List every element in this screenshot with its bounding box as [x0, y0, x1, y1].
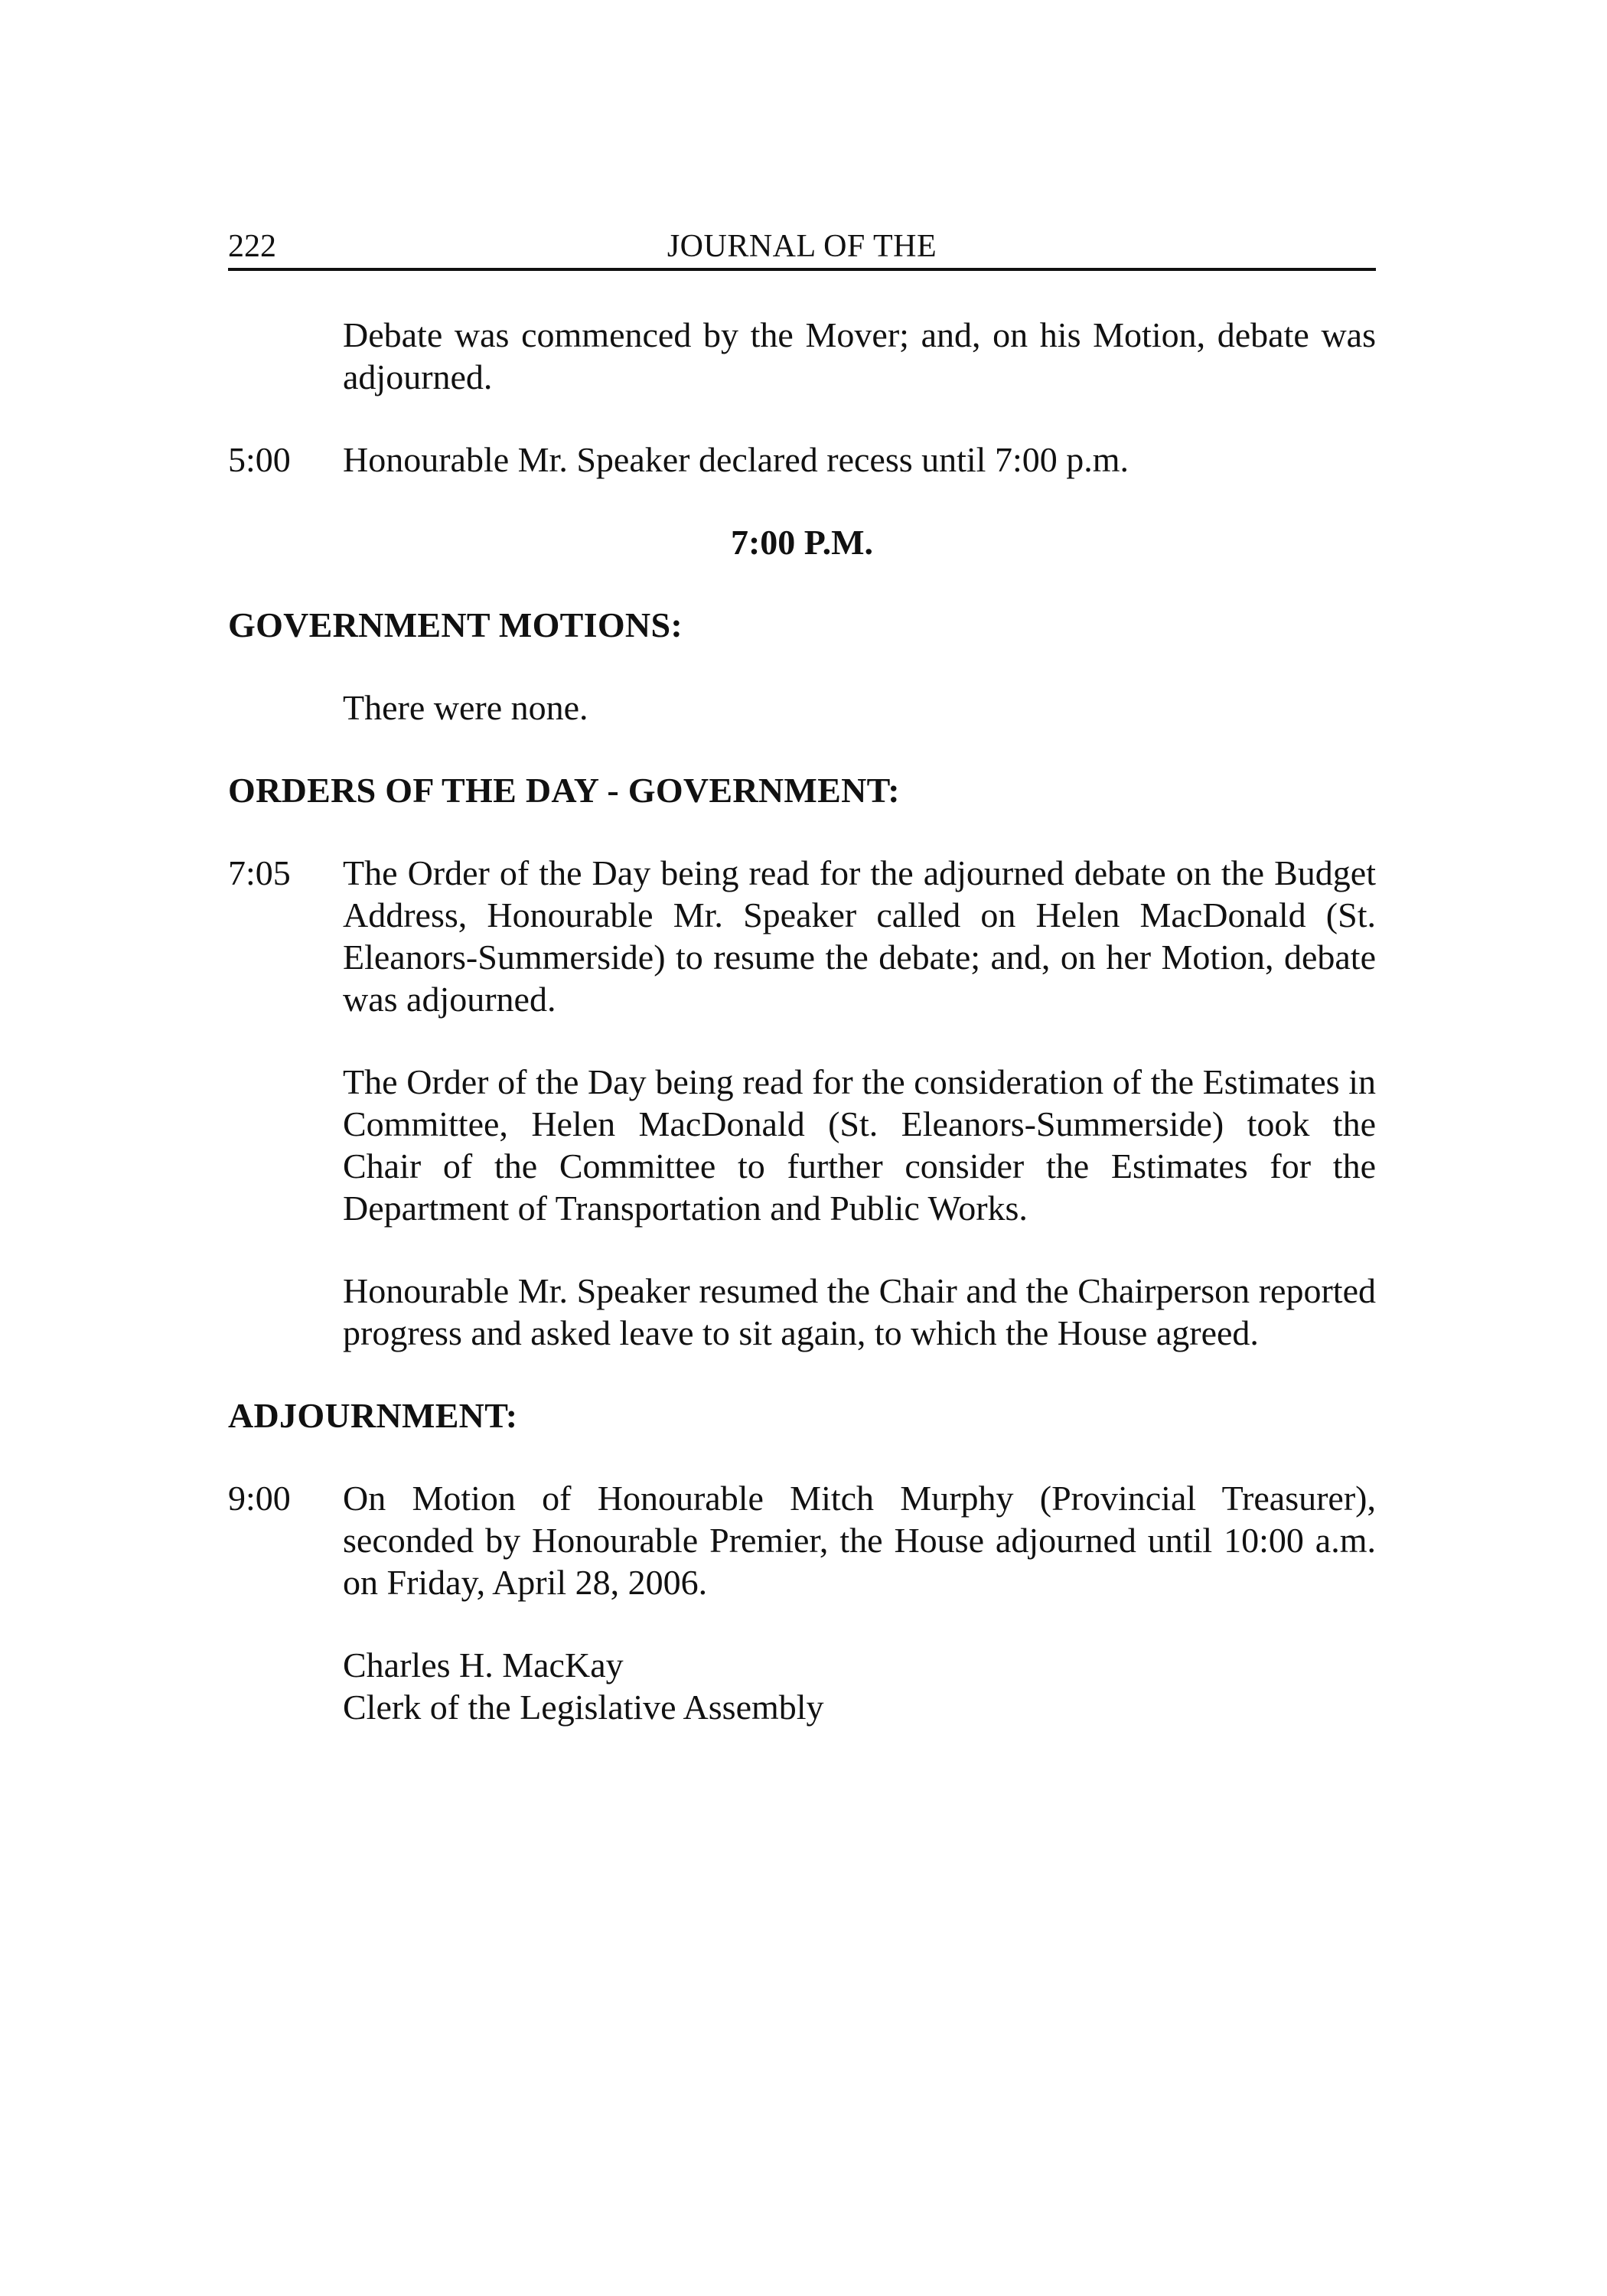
recess-text: Honourable Mr. Speaker declared recess until 7:00 p.m.: [343, 440, 1129, 479]
government-motions-text: There were none.: [343, 688, 588, 727]
estimates-committee-paragraph: The Order of the Day being read for the consideration of the Estimates in Committee, Helen MacDonald (St. Eleanors-Summerside) took the Chair of the Committee to further consider the Estimates for the Department of Transportation and Public Works.: [343, 1062, 1376, 1228]
recess-time: 5:00: [228, 440, 291, 479]
clerk-name: Charles H. MacKay: [343, 1645, 624, 1684]
adjournment-text: On Motion of Honourable Mitch Murphy (Provincial Treasurer), seconded by Honourable Premier, the House adjourned until 10:00 a.m. on Friday, April 28, 2006.: [343, 1479, 1376, 1602]
clerk-signature-block: [228, 1644, 1376, 1728]
adjournment-entry: [228, 1477, 1376, 1603]
evening-sitting-heading: 7:00 P.M.: [730, 523, 874, 562]
debate-paragraph: Debate was commenced by the Mover; and, on his Motion, debate was adjourned.: [343, 315, 1376, 396]
adjournment-time: 9:00: [228, 1479, 291, 1518]
budget-debate-entry: [228, 852, 1376, 1020]
recess-entry: [228, 439, 1376, 481]
adjournment-heading: ADJOURNMENT:: [228, 1396, 518, 1435]
budget-debate-time: 7:05: [228, 853, 291, 892]
journal-content: [228, 314, 1376, 1728]
page-header: [228, 225, 1376, 271]
running-head: JOURNAL OF THE: [667, 229, 937, 264]
page-number: 222: [228, 229, 276, 264]
budget-debate-text: The Order of the Day being read for the adjourned debate on the Budget Address, Honourable Mr. Speaker called on Helen MacDonald (St. Eleanors-Summerside) to resume the debate; and, on her Motion, debate was adjourned.: [343, 853, 1376, 1019]
government-motions-heading: GOVERNMENT MOTIONS:: [228, 605, 683, 644]
chair-resumed-paragraph: Honourable Mr. Speaker resumed the Chair and the Chairperson reported progress and asked leave to sit again, to which the House agreed.: [343, 1271, 1376, 1352]
orders-of-the-day-heading: ORDERS OF THE DAY - GOVERNMENT:: [228, 771, 900, 810]
clerk-title: Clerk of the Legislative Assembly: [343, 1688, 824, 1727]
